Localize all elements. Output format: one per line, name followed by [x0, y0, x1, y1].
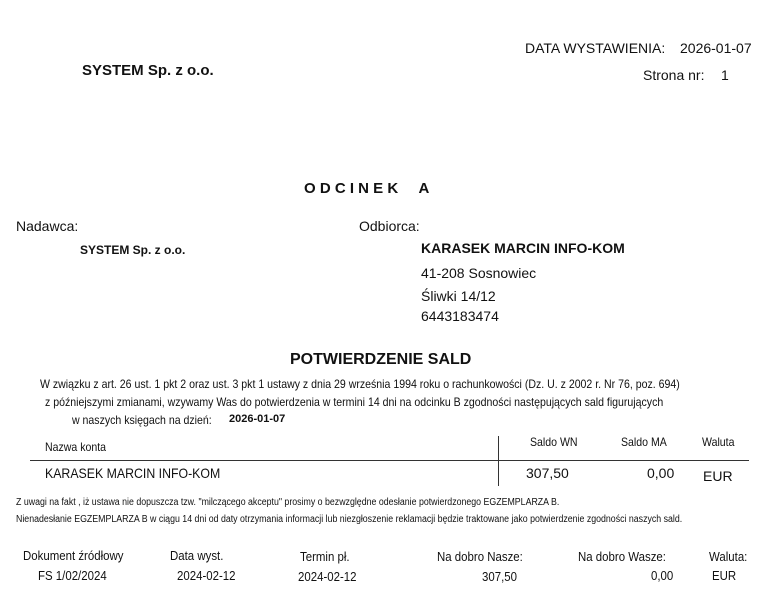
section-title: O D C I N E K A [304, 180, 430, 197]
recipient-street: Śliwki 14/12 [421, 288, 496, 304]
saldo-ma: 0,00 [647, 465, 675, 481]
currency-value: EUR [712, 568, 737, 583]
intro-line-3: w naszych księgach na dzień: [72, 413, 212, 427]
intro-line-1: W związku z art. 26 ust. 1 pkt 2 oraz ust. 3 pkt 1 ustawy z dnia 29 września 1994 roku o rachunkowości (Dz. U. z 2002 r. Nr 76, poz. 694) [40, 377, 680, 391]
your-credit-value: 0,00 [651, 568, 674, 583]
recipient-label: Odbiorca: [359, 218, 420, 234]
recipient-city: 41-208 Sosnowiec [421, 265, 537, 281]
col-your-credit: Na dobro Wasze: [578, 549, 666, 564]
intro-date: 2026-01-07 [229, 413, 286, 425]
account-name: KARASEK MARCIN INFO-KOM [45, 465, 221, 481]
source-document: FS 1/02/2024 [38, 568, 107, 583]
sender-label: Nadawca: [16, 218, 79, 234]
header-divider [30, 460, 749, 461]
recipient-name: KARASEK MARCIN INFO-KOM [421, 240, 625, 256]
our-credit-value: 307,50 [482, 569, 517, 584]
col-due-date: Termin pł. [300, 549, 350, 564]
col-currency: Waluta [702, 435, 735, 449]
col-account-name: Nazwa konta [45, 440, 107, 454]
page-label: Strona nr: [643, 67, 705, 83]
col-our-credit: Na dobro Nasze: [437, 549, 523, 564]
company-name: SYSTEM Sp. z o.o. [82, 62, 214, 79]
document-title: POTWIERDZENIE SALD [290, 351, 472, 368]
column-divider [498, 436, 499, 486]
due-date-value: 2024-02-12 [298, 569, 357, 584]
issue-date-value: 2024-02-12 [177, 568, 236, 583]
col-issue-date: Data wyst. [170, 548, 224, 563]
recipient-nip: 6443183474 [421, 308, 499, 324]
sender-name: SYSTEM Sp. z o.o. [80, 243, 186, 257]
issue-date: 2026-01-07 [680, 40, 752, 56]
issue-date-label: DATA WYSTAWIENIA: [525, 40, 666, 56]
currency: EUR [703, 468, 733, 484]
col-saldo-ma: Saldo MA [621, 435, 667, 449]
note-1: Z uwagi na fakt , iż ustawa nie dopuszcza tzw. "milczącego akceptu" prosimy o bezwzględne odesłanie potwierdzonego EGZEMPLARZA B. [16, 497, 560, 508]
col-source-document: Dokument źródłowy [23, 548, 124, 563]
saldo-wn: 307,50 [526, 465, 569, 481]
col-saldo-wn: Saldo WN [530, 435, 578, 449]
note-2: Nienadesłanie EGZEMPLARZA B w ciągu 14 dni od daty otrzymania informacji lub niezgłoszenie reklamacji będzie traktowane jako potwierdzenie zgodności naszych sald. [16, 514, 683, 525]
intro-line-2: z późniejszymi zmianami, wzywamy Was do potwierdzenia w termini 14 dni na odcinku B zgodności następujących sald figurujących [45, 395, 664, 409]
col-currency-2: Waluta: [709, 549, 748, 564]
page-number: 1 [721, 67, 729, 83]
